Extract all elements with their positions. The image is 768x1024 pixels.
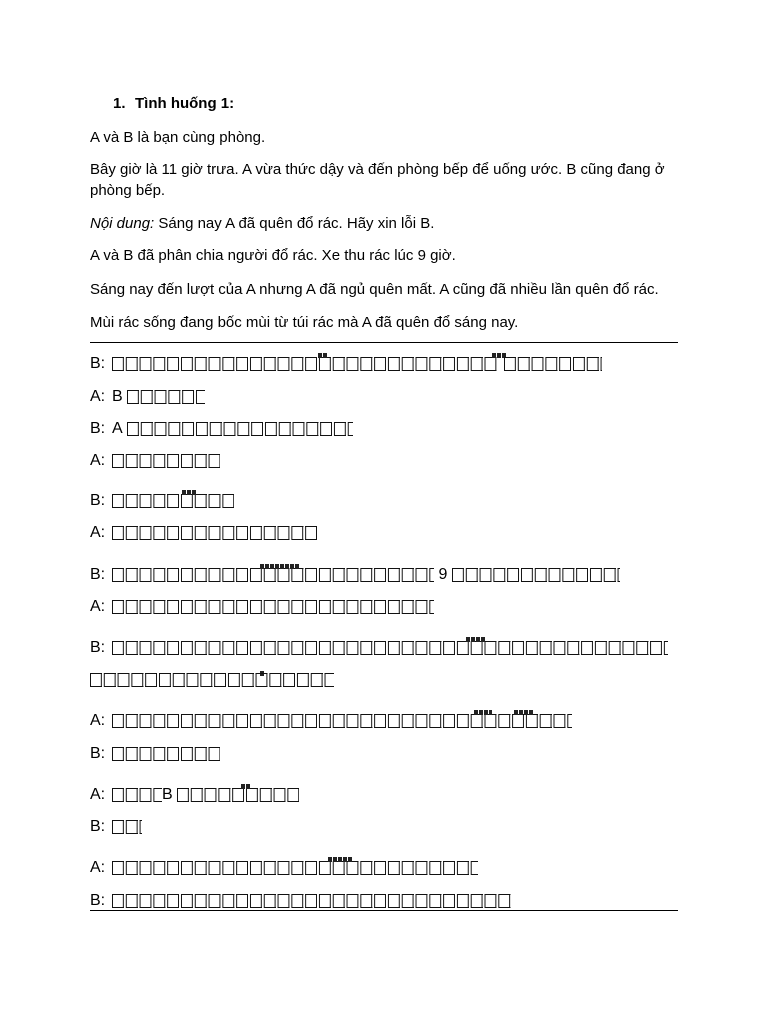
dialogue-line: [90, 558, 680, 591]
speaker-label: B:: [90, 492, 106, 509]
japanese-text: [452, 568, 620, 582]
furigana: [318, 353, 328, 358]
speaker-label: B:: [90, 745, 106, 762]
dialogue-line: [90, 412, 680, 445]
japanese-text: [112, 747, 220, 761]
paragraph: Bây giờ là 11 giờ trưa. A vừa thức dậy và đến phòng bếp để uống ước. B cũng đang ở phòng bếp.: [90, 161, 665, 199]
speaker-label: B:: [90, 566, 106, 583]
japanese-text: [112, 788, 162, 802]
speaker-label: A:: [90, 712, 106, 729]
speaker-label: B:: [90, 818, 106, 835]
furigana: [241, 784, 251, 789]
speaker-label: A:: [90, 786, 106, 803]
content-label: Nội dung:: [90, 215, 155, 232]
paragraph: [90, 213, 680, 234]
dialogue-line-continued: [90, 663, 680, 696]
japanese-text: [112, 861, 478, 875]
dialogue-line: [90, 516, 680, 549]
content-text: Sáng nay A đã quên đổ rác. Hãy xin lỗi B.: [154, 215, 435, 232]
japanese-text: [112, 568, 434, 582]
top-divider: [90, 342, 678, 343]
speaker-label: B:: [90, 892, 106, 909]
japanese-text: [112, 454, 220, 468]
japanese-text: [112, 894, 512, 908]
japanese-text: [177, 788, 299, 802]
japanese-text: [112, 820, 142, 834]
furigana: [260, 564, 300, 569]
dialogue-line: [90, 810, 680, 843]
paragraph: Sáng nay đến lượt của A nhưng A đã ngủ quên mất. A cũng đã nhiều lần quên đổ rác.: [90, 281, 659, 298]
bottom-divider: [90, 910, 678, 911]
furigana: [466, 637, 486, 642]
furigana: [328, 857, 352, 862]
japanese-text: [127, 390, 205, 404]
section-heading: [113, 95, 234, 112]
dialogue-line: [90, 884, 680, 917]
japanese-text: [504, 357, 602, 371]
japanese-text: [127, 422, 353, 436]
paragraph: A và B là bạn cùng phòng.: [90, 129, 266, 146]
inline-text: B: [162, 786, 173, 804]
japanese-text: [112, 641, 668, 655]
dialogue-line: [90, 590, 680, 623]
speaker-label: A:: [90, 388, 106, 405]
dialogue-line: [90, 778, 680, 811]
furigana: [474, 710, 492, 715]
japanese-text: [90, 673, 334, 687]
furigana: [182, 490, 196, 495]
dialogue-line: [90, 737, 680, 770]
dialogue-line: [90, 380, 680, 413]
speaker-label: B:: [90, 639, 106, 656]
japanese-text: [112, 714, 572, 728]
heading-title: Tình huống 1:: [135, 95, 235, 112]
japanese-text: [112, 600, 434, 614]
speaker-label: A:: [90, 598, 106, 615]
furigana: [514, 710, 534, 715]
dialogue-line: [90, 444, 680, 477]
japanese-text: [112, 526, 318, 540]
heading-number: 1.: [113, 95, 126, 112]
speaker-label: B:: [90, 420, 106, 437]
speaker-label: A:: [90, 524, 106, 541]
dialogue-line: [90, 704, 680, 737]
paragraph: Mùi rác sống đang bốc mùi từ túi rác mà A đã quên đổ sáng nay.: [90, 314, 519, 331]
speaker-label: A:: [90, 859, 106, 876]
dialogue-line: [90, 851, 680, 884]
dialogue-line: [90, 484, 680, 517]
japanese-text: [112, 494, 234, 508]
japanese-text: [112, 357, 498, 371]
inline-text: 9: [438, 566, 448, 584]
speaker-label: B:: [90, 355, 106, 372]
paragraph: A và B đã phân chia người đổ rác. Xe thu rác lúc 9 giờ.: [90, 247, 456, 264]
dialogue-line: [90, 631, 680, 664]
inline-text: B: [112, 388, 123, 406]
dialogue-line: [90, 347, 680, 380]
inline-text: A: [112, 420, 123, 438]
speaker-label: A:: [90, 452, 106, 469]
